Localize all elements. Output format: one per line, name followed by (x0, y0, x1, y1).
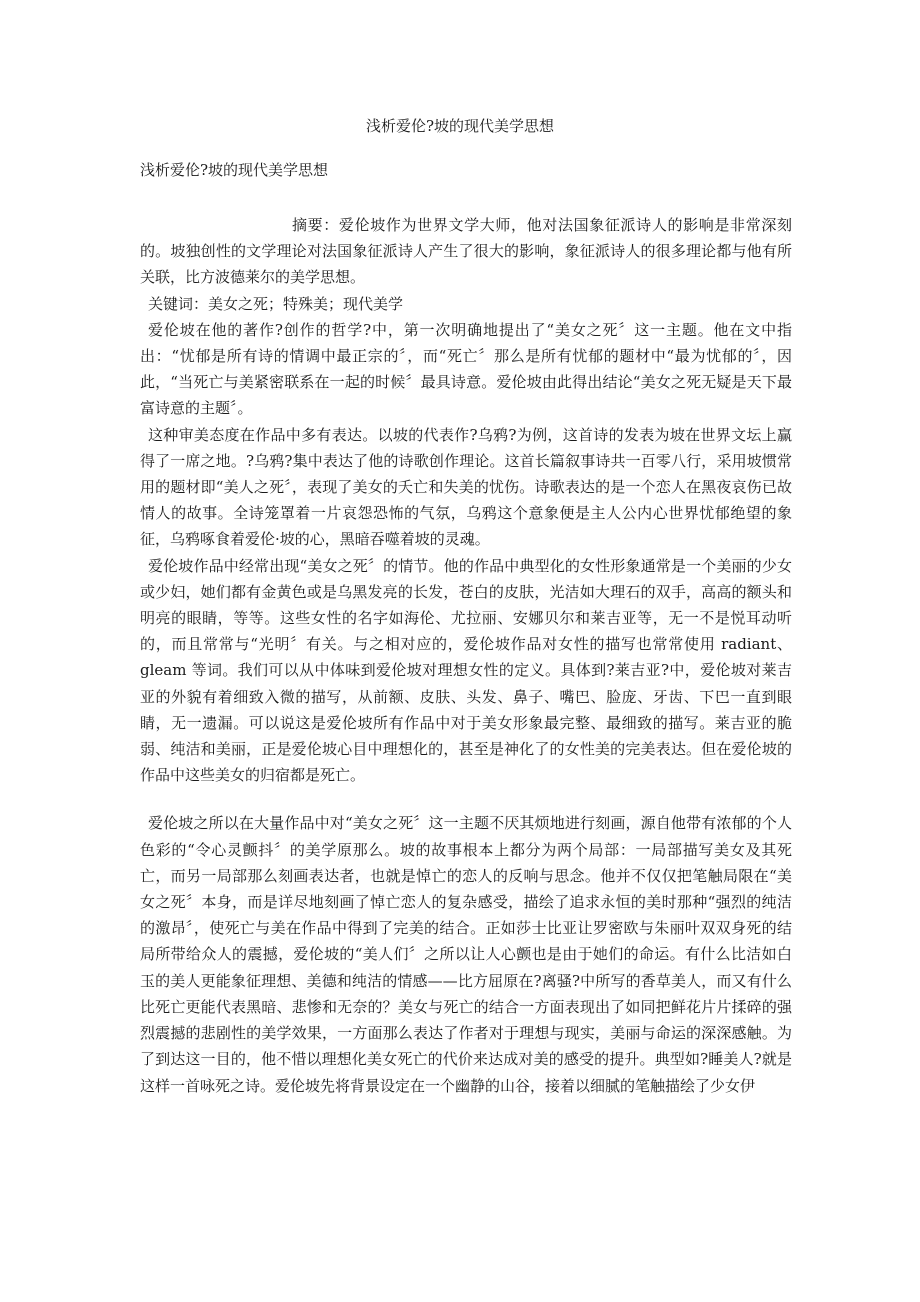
abstract-paragraph: 摘要：爱伦坡作为世界文学大师，他对法国象征派诗人的影响是非常深刻的。坡独创性的文学理论对法国象征派诗人产生了很大的影响，象征派诗人的很多理论都与他有所关联，比方波德莱尔的美学思想。 (140, 216, 792, 287)
body-paragraph-2: 这种审美态度在作品中多有表达。以坡的代表作?乌鸦?为例，这首诗的发表为坡在世界文坛上赢得了一席之地。?乌鸦?集中表达了他的诗歌创作理论。这首长篇叙事诗共一百零八行，采用坡惯常用的题材即“美人之死〞，表现了美女的夭亡和失美的忧伤。诗歌表达的是一个恋人在黑夜哀伤已故情人的故事。全诗笼罩着一片哀怨恐怖的气氛，乌鸦这个意象便是主人公内心世界忧郁绝望的象征，乌鸦啄食着爱伦·坡的心，黑暗吞噬着坡的灵魂。 (140, 425, 792, 549)
document-subtitle: 浅析爱伦?坡的现代美学思想 (140, 161, 329, 179)
keywords-line: 关键词：美女之死；特殊美；现代美学 (148, 294, 404, 313)
paragraph-gap (140, 788, 792, 810)
document-title: 浅析爱伦?坡的现代美学思想 (365, 117, 555, 135)
body-paragraph-4: 爱伦坡之所以在大量作品中对“美女之死〞这一主题不厌其烦地进行刻画，源自他带有浓郁的个人色彩的“令心灵颤抖〞的美学原那么。坡的故事根本上都分为两个局部：一局部描写美女及其死亡，而另一局部那么刻画表达者，也就是悼亡的恋人的反响与思念。他并不仅仅把笔触局限在“美女之死〞本身，而是详尽地刻画了悼亡恋人的复杂感受，描绘了追求永恒的美时那种“强烈的纯洁的激昂〞，使死亡与美在作品中得到了完美的结合。正如莎士比亚让罗密欧与朱丽叶双双身死的结局所带给众人的震撼，爱伦坡的“美人们〞之所以让人心颤也是由于她们的命运。有什么比洁如白玉的美人更能象征理想、美德和纯洁的情感——比方屈原在?离骚?中所写的香草美人，而又有什么比死亡更能代表黑暗、悲惨和无奈的？美女与死亡的结合一方面表现出了如同把鲜花片片揉碎的强烈震撼的悲剧性的美学效果，一方面那么表达了作者对于理想与现实，美丽与命运的深深感触。为了到达这一目的，他不惜以理想化美女死亡的代价来达成对美的感受的提升。典型如?睡美人?就是这样一首咏死之诗。爱伦坡先将背景设定在一个幽静的山谷，接着以细腻的笔触描绘了少女伊 (140, 814, 792, 1095)
document-body (140, 212, 792, 1099)
body-paragraph-3: 爱伦坡作品中经常出现“美女之死〞的情节。他的作品中典型化的女性形象通常是一个美丽的少女或少妇，她们都有金黄色或是乌黑发亮的长发，苍白的皮肤，光洁如大理石的双手，高高的额头和明亮的眼睛，等等。这些女性的名字如海伦、尤拉丽、安娜贝尔和莱吉亚等，无一不是悦耳动听的，而且常常与“光明〞有关。与之相对应的，爱伦坡作品对女性的描写也常常使用 radiant、gleam 等词。我们可以从中体味到爱伦坡对理想女性的定义。具体到?莱吉亚?中，爱伦坡对莱吉亚的外貌有着细致入微的描写，从前额、皮肤、头发、鼻子、嘴巴、脸庞、牙齿、下巴一直到眼睛，无一遗漏。可以说这是爱伦坡所有作品中对于美女形象最完整、最细致的描写。莱吉亚的脆弱、纯洁和美丽，正是爱伦坡心目中理想化的，甚至是神化了的女性美的完美表达。但在爱伦坡的作品中这些美女的归宿都是死亡。 (140, 556, 792, 785)
body-paragraph-1: 爱伦坡在他的著作?创作的哲学?中，第一次明确地提出了“美女之死〞这一主题。他在文中指出：“忧郁是所有诗的情调中最正宗的〞，而“死亡〞那么是所有忧郁的题材中“最为忧郁的〞，因此，“当死亡与美紧密联系在一起的时候〞最具诗意。爱伦坡由此得出结论“美女之死无疑是天下最富诗意的主题〞。 (140, 320, 792, 418)
